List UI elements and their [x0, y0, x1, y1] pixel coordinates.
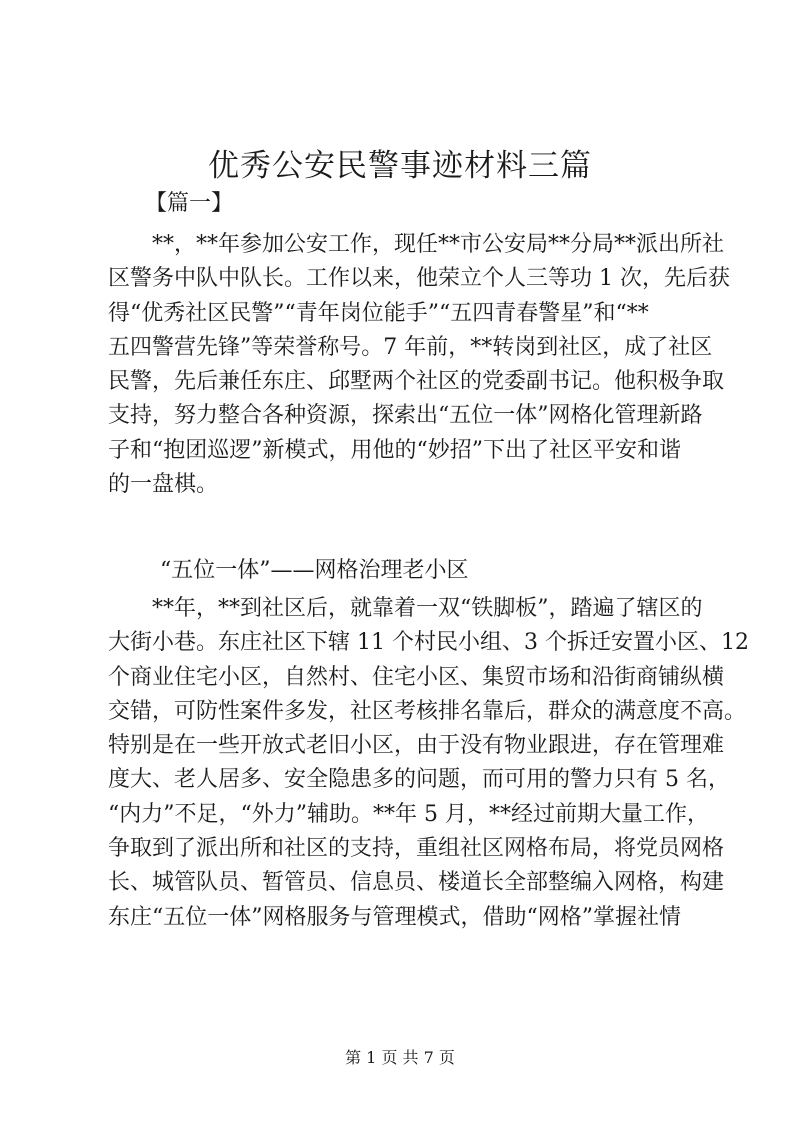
paragraph-line: 大街小巷。东庄社区下辖 11 个村民小组、3 个拆迁安置小区、12 [108, 630, 749, 656]
document-title: 优秀公安民警事迹材料三篇 [208, 148, 592, 184]
paragraph-line: **，**年参加公安工作，现任**市公安局**分局**派出所社 [152, 232, 725, 257]
paragraph-line: 争取到了派出所和社区的支持，重组社区网格布局，将党员网格 [108, 836, 725, 862]
paragraph-line: 子和“抱团巡逻”新模式，用他的“妙招”下出了社区平安和谐 [108, 437, 681, 463]
paragraph-1 [108, 228, 730, 502]
paragraph-line: 得“优秀社区民警”“青年岗位能手”“五四青春警星”和“** [108, 300, 649, 326]
paragraph-line: 交错，可防性案件多发，社区考核排名靠后，群众的满意度不高。 [108, 698, 747, 724]
paragraph-line: 长、城管队员、暂管员、信息员、楼道长全部整编入网格，构建 [108, 870, 725, 896]
paragraph-line: 特别是在一些开放式老旧小区，由于没有物业跟进，存在管理难 [108, 733, 725, 759]
paragraph-2 [108, 592, 749, 935]
paragraph-line: 五四警营先锋”等荣誉称号。7 年前，**转岗到社区，成了社区 [108, 334, 713, 360]
section-label: 【篇一】 [145, 191, 234, 216]
paragraph-line: 东庄“五位一体”网格服务与管理模式，借助“网格”掌握社情 [108, 904, 681, 930]
paragraph-line: 民警，先后兼任东庄、邱墅两个社区的党委副书记。他积极争取 [108, 369, 725, 395]
paragraph-line: 的一盘棋。 [108, 472, 219, 498]
paragraph-line: **年，**到社区后，就靠着一双“铁脚板”，踏遍了辖区的 [152, 596, 703, 621]
subheading: “五位一体”——网格治理老小区 [160, 558, 469, 583]
paragraph-line: 度大、老人居多、安全隐患多的问题，而可用的警力只有 5 名， [108, 767, 730, 793]
paragraph-line: 支持，努力整合各种资源，探索出“五位一体”网格化管理新路 [108, 403, 703, 429]
paragraph-line: 区警务中队中队长。工作以来，他荣立个人三等功 1 次，先后获 [108, 266, 730, 292]
paragraph-line: “内力”不足，“外力”辅助。**年 5 月，**经过前期大量工作， [108, 801, 709, 827]
page-footer: 第 1 页 共 7 页 [345, 1048, 455, 1067]
paragraph-line: 个商业住宅小区，自然村、住宅小区、集贸市场和沿街商铺纵横 [108, 664, 725, 690]
